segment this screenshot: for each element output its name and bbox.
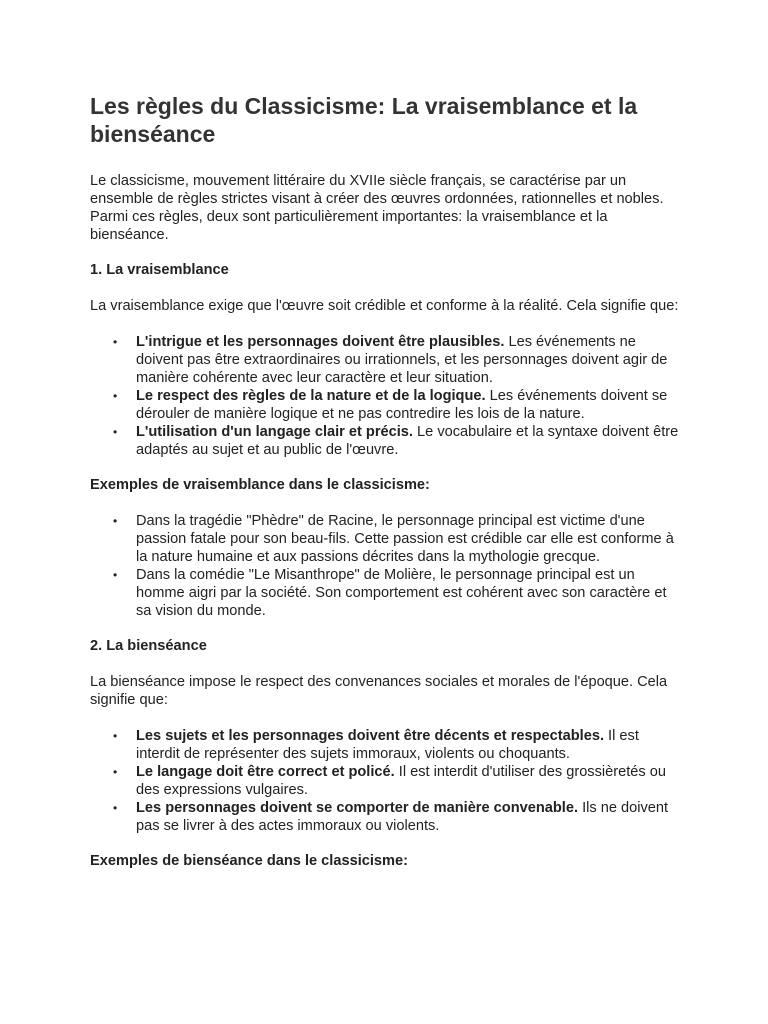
bullet-icon: •: [113, 514, 118, 528]
section-intro-bienseance: La bienséance impose le respect des convenances sociales et morales de l'époque. Cela signifie que:: [90, 674, 668, 708]
bullet-icon: •: [113, 335, 118, 349]
list-item-text: Il est interdit d'utiliser des grossièretés ou des expressions vulgaires.: [136, 764, 666, 798]
list-item-bold: Les personnages doivent se comporter de manière convenable.: [136, 800, 579, 816]
section-heading-vraisemblance: 1. La vraisemblance: [90, 262, 229, 278]
examples-heading-vraisemblance: Exemples de vraisemblance dans le classicisme:: [90, 477, 430, 493]
list-item-text: Les événements ne doivent pas être extraordinaires ou irrationnels, et les personnages doivent agir de manière cohérente avec leur caractère et leur situation.: [136, 334, 668, 386]
list-item-text: Dans la comédie "Le Misanthrope" de Molière, le personnage principal est un homme aigri par la société. Son comportement est cohérent avec son caractère et sa vision du monde.: [136, 567, 667, 619]
examples-heading-bienseance: Exemples de bienséance dans le classicisme:: [90, 853, 408, 869]
bullet-icon: •: [113, 801, 118, 815]
list-item-bold: Les sujets et les personnages doivent être décents et respectables.: [136, 728, 604, 744]
page-title: Les règles du Classicisme: La vraisemblance et la bienséance: [90, 93, 638, 147]
bullet-icon: •: [113, 568, 118, 582]
list-item: [113, 512, 680, 566]
list-item-bold: L'intrigue et les personnages doivent être plausibles.: [136, 334, 505, 350]
intro-paragraph: Le classicisme, mouvement littéraire du XVIIe siècle français, se caractérise par un ensemble de règles strictes visant à créer des œuvres ordonnées, rationnelles et nobles. Parmi ces règles, deux sont particulièrement importantes: la vraisemblance et la bienséance.: [90, 173, 664, 243]
bullet-icon: •: [113, 729, 118, 743]
list-item: [113, 566, 680, 620]
bienseance-rules-list: [90, 727, 680, 835]
list-item: [113, 727, 680, 763]
list-item-text: Dans la tragédie "Phèdre" de Racine, le personnage principal est victime d'une passion fatale pour son beau-fils. Cette passion est crédible car elle est conforme à la nature humaine et aux passions décrites dans la mythologie grecque.: [136, 513, 674, 565]
list-item-text: Les événements doivent se dérouler de manière logique et ne pas contredire les lois de la nature.: [136, 388, 668, 422]
list-item-bold: L'utilisation d'un langage clair et précis.: [136, 424, 413, 440]
list-item: [113, 333, 680, 387]
vraisemblance-rules-list: [90, 333, 680, 459]
bullet-icon: •: [113, 389, 118, 403]
section-intro-vraisemblance: La vraisemblance exige que l'œuvre soit crédible et conforme à la réalité. Cela signifie que:: [90, 298, 679, 314]
list-item-text: Ils ne doivent pas se livrer à des actes immoraux ou violents.: [136, 800, 669, 834]
list-item-text: Il est interdit de représenter des sujets immoraux, violents ou choquants.: [136, 728, 639, 762]
vraisemblance-examples-list: [90, 512, 680, 620]
list-item-bold: Le respect des règles de la nature et de la logique.: [136, 388, 486, 404]
list-item: [113, 799, 680, 835]
list-item: [113, 387, 680, 423]
list-item: [113, 763, 680, 799]
list-item-bold: Le langage doit être correct et policé.: [136, 764, 395, 780]
bullet-icon: •: [113, 425, 118, 439]
list-item: [113, 423, 680, 459]
bullet-icon: •: [113, 765, 118, 779]
section-heading-bienseance: 2. La bienséance: [90, 638, 207, 654]
list-item-text: Le vocabulaire et la syntaxe doivent être adaptés au sujet et au public de l'œuvre.: [136, 424, 679, 458]
